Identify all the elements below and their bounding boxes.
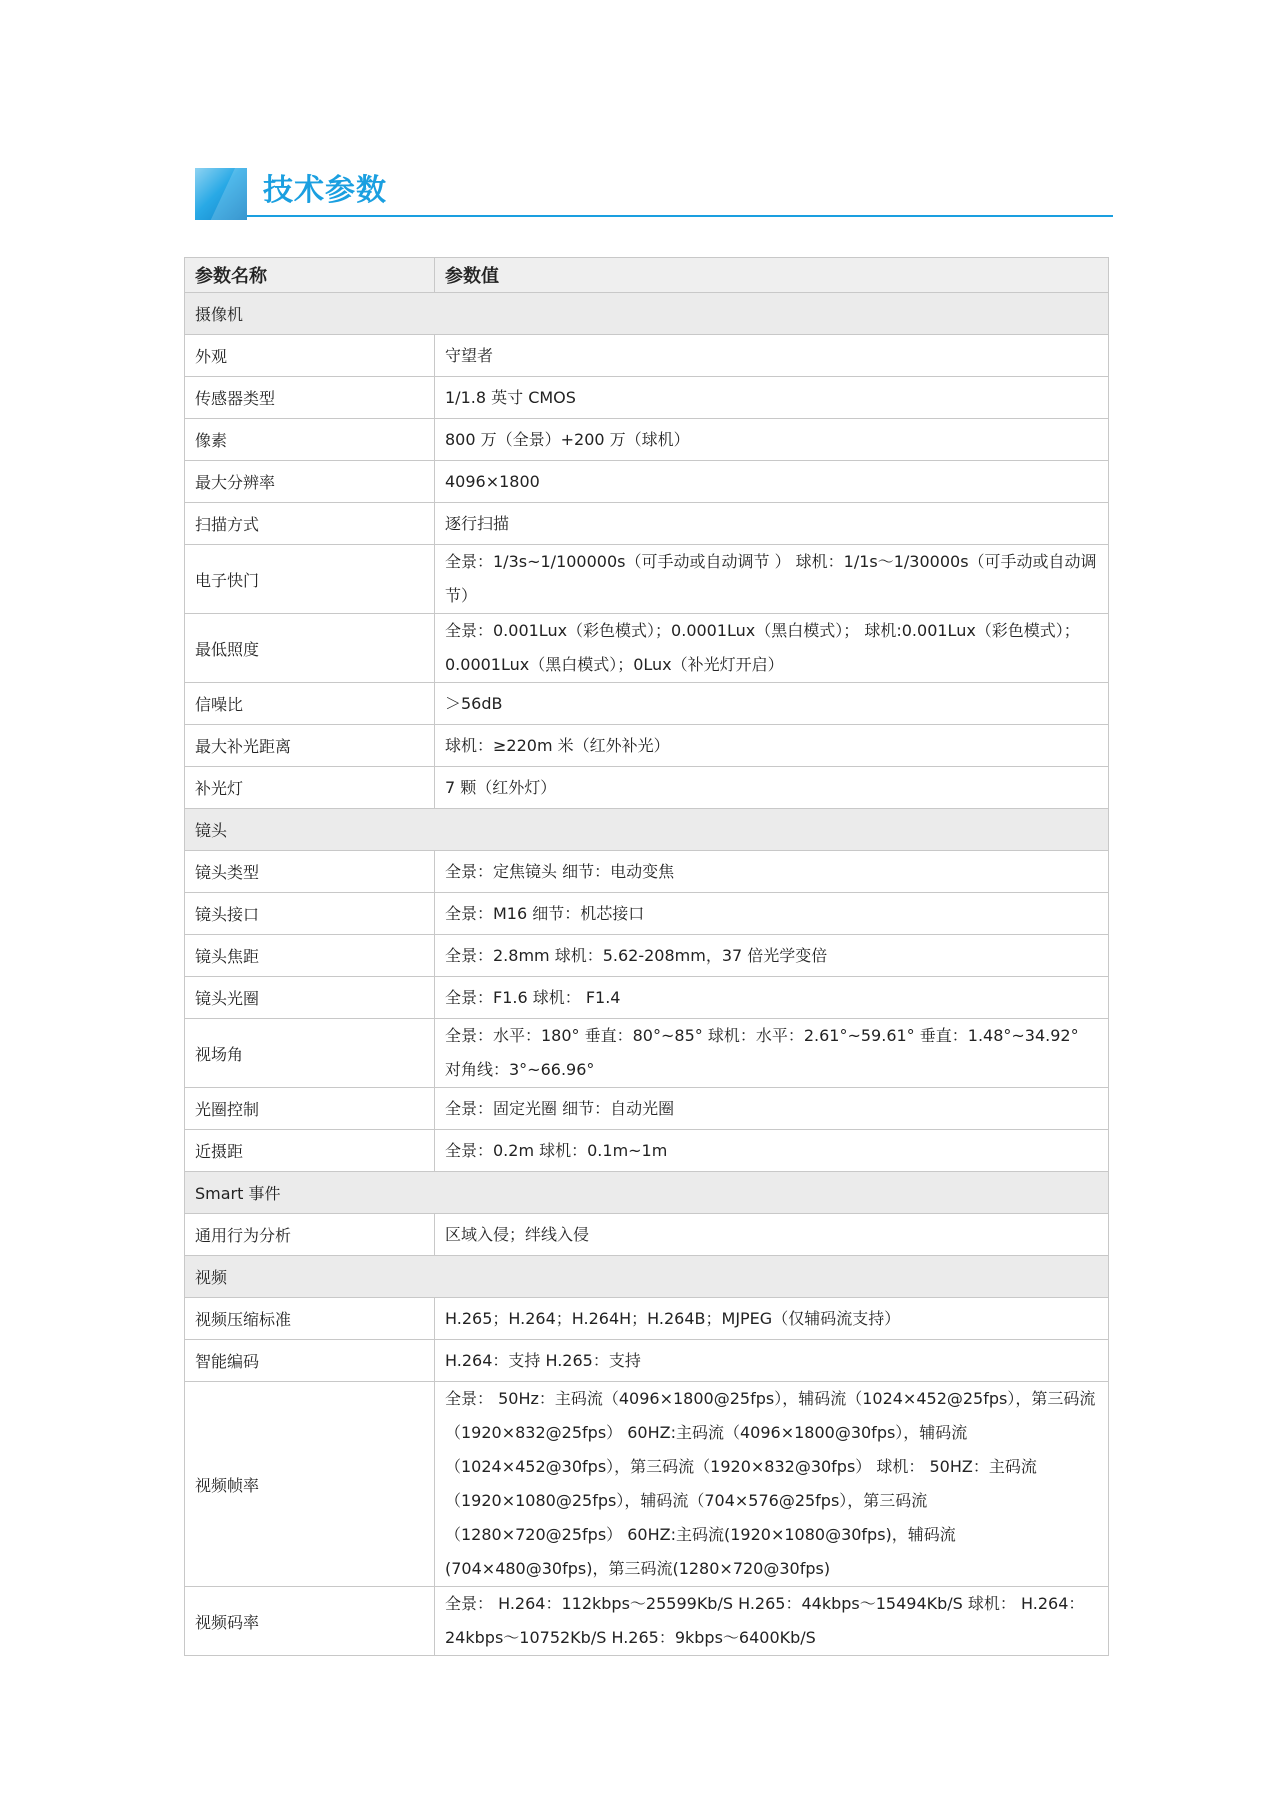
param-name: 最大分辨率 bbox=[185, 461, 435, 503]
param-value: 全景：2.8mm 球机：5.62-208mm，37 倍光学变倍 bbox=[435, 935, 1109, 977]
header-logo-mark bbox=[195, 168, 247, 220]
param-name: 最大补光距离 bbox=[185, 725, 435, 767]
page-title: 技术参数 bbox=[263, 173, 387, 208]
table-row bbox=[185, 725, 1109, 767]
param-value: 800 万（全景）+200 万（球机） bbox=[435, 419, 1109, 461]
section-row-lens bbox=[185, 809, 1109, 851]
section-title: 视频 bbox=[185, 1256, 1109, 1298]
column-header-value: 参数值 bbox=[435, 258, 1109, 293]
param-name: 像素 bbox=[185, 419, 435, 461]
param-value: 4096×1800 bbox=[435, 461, 1109, 503]
table-row bbox=[185, 977, 1109, 1019]
param-name: 最低照度 bbox=[185, 614, 435, 683]
table-row bbox=[185, 614, 1109, 683]
param-name: 镜头焦距 bbox=[185, 935, 435, 977]
section-title: 摄像机 bbox=[185, 293, 1109, 335]
table-row bbox=[185, 1382, 1109, 1587]
param-name: 近摄距 bbox=[185, 1130, 435, 1172]
param-value: 全景：固定光圈 细节：自动光圈 bbox=[435, 1088, 1109, 1130]
param-value: 全景： H.264：112kbps～25599Kb/S H.265：44kbps～15494Kb/S 球机： H.264：24kbps～10752Kb/S H.265：9kbps～6400Kb/S bbox=[435, 1587, 1109, 1656]
table-row bbox=[185, 1214, 1109, 1256]
table-row bbox=[185, 377, 1109, 419]
param-value: 区域入侵；绊线入侵 bbox=[435, 1214, 1109, 1256]
table-row bbox=[185, 335, 1109, 377]
param-value: 全景：M16 细节：机芯接口 bbox=[435, 893, 1109, 935]
param-name: 视频码率 bbox=[185, 1587, 435, 1656]
param-value: 全景：F1.6 球机： F1.4 bbox=[435, 977, 1109, 1019]
table-row bbox=[185, 1130, 1109, 1172]
param-name: 电子快门 bbox=[185, 545, 435, 614]
param-value: 全景： 50Hz：主码流（4096×1800@25fps），辅码流（1024×452@25fps），第三码流（1920×832@25fps） 60HZ:主码流（4096×1800@30fps），辅码流（1024×452@30fps），第三码流（1920×832@30fps） 球机： 50HZ：主码流（1920×1080@25fps），辅码流（704×576@25fps），第三码流（1280×720@25fps） 60HZ:主码流(1920×1080@30fps)，辅码流(704×480@30fps)，第三码流(1280×720@30fps) bbox=[435, 1382, 1109, 1587]
spec-table bbox=[184, 257, 1109, 1656]
param-name: 视频帧率 bbox=[185, 1382, 435, 1587]
header-underline bbox=[247, 215, 1113, 217]
table-row bbox=[185, 935, 1109, 977]
table-row bbox=[185, 683, 1109, 725]
param-name: 视频压缩标准 bbox=[185, 1298, 435, 1340]
table-row bbox=[185, 1088, 1109, 1130]
param-value: 守望者 bbox=[435, 335, 1109, 377]
param-value: 全景：水平：180° 垂直：80°~85° 球机：水平：2.61°~59.61° 垂直：1.48°~34.92° 对角线：3°~66.96° bbox=[435, 1019, 1109, 1088]
param-name: 光圈控制 bbox=[185, 1088, 435, 1130]
param-name: 通用行为分析 bbox=[185, 1214, 435, 1256]
section-title: Smart 事件 bbox=[185, 1172, 1109, 1214]
param-name: 视场角 bbox=[185, 1019, 435, 1088]
param-name: 补光灯 bbox=[185, 767, 435, 809]
param-value: 1/1.8 英寸 CMOS bbox=[435, 377, 1109, 419]
param-name: 外观 bbox=[185, 335, 435, 377]
param-name: 传感器类型 bbox=[185, 377, 435, 419]
table-row bbox=[185, 419, 1109, 461]
param-name: 智能编码 bbox=[185, 1340, 435, 1382]
param-name: 镜头光圈 bbox=[185, 977, 435, 1019]
param-value: 球机：≥220m 米（红外补光） bbox=[435, 725, 1109, 767]
param-value: 全景：0.001Lux（彩色模式）；0.0001Lux（黑白模式）； 球机:0.001Lux（彩色模式）；0.0001Lux（黑白模式）；0Lux（补光灯开启） bbox=[435, 614, 1109, 683]
table-header-row bbox=[185, 258, 1109, 293]
param-value: ＞56dB bbox=[435, 683, 1109, 725]
table-row bbox=[185, 1587, 1109, 1656]
param-name: 信噪比 bbox=[185, 683, 435, 725]
param-value: 全景：定焦镜头 细节：电动变焦 bbox=[435, 851, 1109, 893]
param-value: 全景：0.2m 球机：0.1m~1m bbox=[435, 1130, 1109, 1172]
table-row bbox=[185, 851, 1109, 893]
section-row-camera bbox=[185, 293, 1109, 335]
table-row bbox=[185, 461, 1109, 503]
table-row bbox=[185, 893, 1109, 935]
section-row-smart-events bbox=[185, 1172, 1109, 1214]
table-row bbox=[185, 767, 1109, 809]
table-row bbox=[185, 1298, 1109, 1340]
param-value: H.265；H.264；H.264H；H.264B；MJPEG（仅辅码流支持） bbox=[435, 1298, 1109, 1340]
column-header-name: 参数名称 bbox=[185, 258, 435, 293]
table-row bbox=[185, 545, 1109, 614]
table-row bbox=[185, 1340, 1109, 1382]
table-row bbox=[185, 1019, 1109, 1088]
param-value: H.264：支持 H.265：支持 bbox=[435, 1340, 1109, 1382]
section-title: 镜头 bbox=[185, 809, 1109, 851]
table-row bbox=[185, 503, 1109, 545]
param-name: 镜头类型 bbox=[185, 851, 435, 893]
param-value: 全景：1/3s~1/100000s（可手动或自动调节 ） 球机：1/1s～1/30000s（可手动或自动调节） bbox=[435, 545, 1109, 614]
param-name: 扫描方式 bbox=[185, 503, 435, 545]
param-value: 7 颗（红外灯） bbox=[435, 767, 1109, 809]
section-header bbox=[195, 168, 1113, 220]
param-name: 镜头接口 bbox=[185, 893, 435, 935]
section-row-video bbox=[185, 1256, 1109, 1298]
param-value: 逐行扫描 bbox=[435, 503, 1109, 545]
